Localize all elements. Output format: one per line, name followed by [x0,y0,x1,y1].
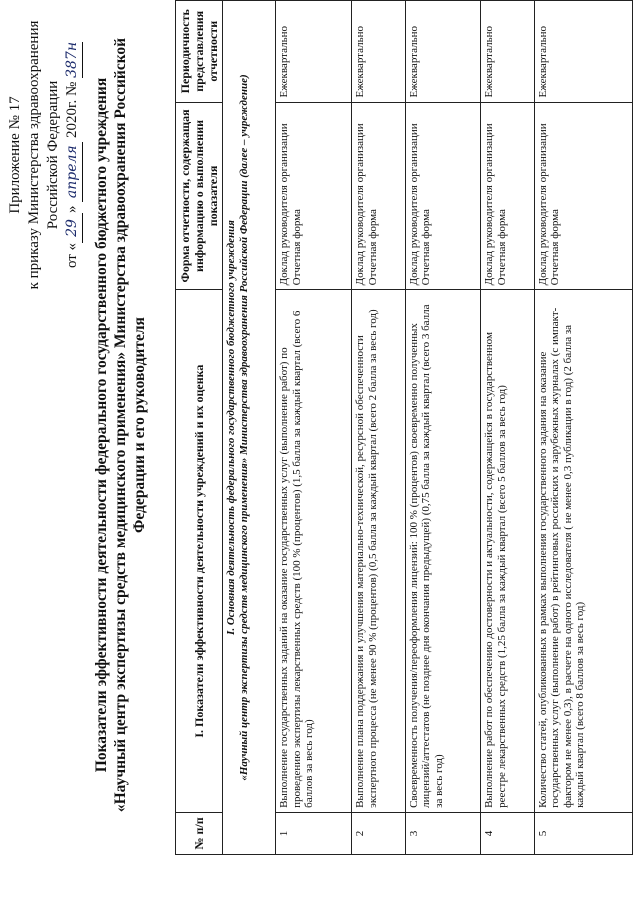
section-cell [223,1,276,855]
row-indicator: Выполнение работ по обеспечению достоверности и актуальности, содержащейся в государственном реестре лекарственных средств (1,25 балла за каждый квартал (всего 5 баллов за весь год) [481,290,534,813]
title-line-1: Показатели эффективности деятельности федерального государственного бюджетного учреждения [93,77,110,773]
date-month: апреля [63,142,83,202]
table-row [352,1,405,855]
table-row [405,1,481,855]
date-prefix: от « [64,242,80,269]
row-indicator: Выполнение плана поддержания и улучшения материально-технической, ресурсной обеспеченности экспертного процесса (не менее 90 % (процентов) (0,5 балла за каждый квартал (всего 2 балла за весь год) [352,290,405,813]
date-day: 29 [63,213,83,243]
appendix-title: Приложение № 17 [7,96,23,214]
table-row [481,1,534,855]
table-row [276,1,352,855]
row-indicator: Своевременность получения/переоформления лицензий: 100 % (процентов) своевременно полученных лицензий/аттестатов (не позднее дня окончания предыдущей) (0,75 балла за каждый квартал (всего 3 балла за весь год) [405,290,481,813]
appendix-date-line [63,5,83,305]
section-subtitle: «Научный центр экспертизы средств медицинского применения» Министерства здравоохранения Российской Федерации (далее – учреждение) [237,74,250,781]
title-line-2: «Научный центр экспертизы средств медицинского применения» Министерства здравоохранения Российской [112,37,129,813]
date-year-suffix: 20г. [64,99,80,123]
row-num: 4 [481,812,534,854]
number-prefix: № [64,81,80,96]
document-title [92,0,149,855]
row-report-form: Доклад руководителя организации Отчетная форма [481,102,534,290]
row-report-form: Доклад руководителя организации Отчетная форма [534,102,632,290]
row-indicator: Количество статей, опубликованных в рамках выполнения государственного задания на оказание государственных услуг (выполнение работ) в рейтинговых российских и зарубежных журналах (с импакт-фактором не менее 0,3), в расчете на одного исследователя ( не менее 0,3 публикации в год) (2 балла за каждый квартал (всего 8 баллов за весь год) [534,290,632,813]
row-periodicity: Ежеквартально [276,1,352,103]
row-num: 5 [534,812,632,854]
row-periodicity: Ежеквартально [481,1,534,103]
row-report-form: Доклад руководителя организации Отчетная форма [276,102,352,290]
row-periodicity: Ежеквартально [534,1,632,103]
header-report-form: Форма отчетности, содержащая информацию о выполнении показателя [176,102,223,290]
appendix-ministry-line: Российской Федерации [45,80,61,230]
date-mid: » [64,205,80,213]
section-row [223,1,276,855]
row-periodicity: Ежеквартально [352,1,405,103]
header-indicator: I. Показатели эффективности деятельности учреждений и их оценка [176,290,223,813]
header-num: № п/п [176,812,223,854]
row-num: 2 [352,812,405,854]
date-year-prefix: 20 [64,122,80,138]
row-num: 3 [405,812,481,854]
row-report-form: Доклад руководителя организации Отчетная форма [405,102,481,290]
table-row [534,1,632,855]
table-header-row [176,1,223,855]
title-line-3: Федерации и его руководителя [131,317,148,533]
row-periodicity: Ежеквартально [405,1,481,103]
appendix-block [6,5,83,305]
row-num: 1 [276,812,352,854]
row-indicator: Выполнение государственных заданий на оказание государственных услуг (выполнение работ) по проведению экспертизы лекарственных средств (100 % (процентов) (1,5 балла за каждый квартал (всего 6 баллов за весь год) [276,290,352,813]
appendix-order-line: к приказу Министерства здравоохранения [26,20,42,290]
header-periodicity: Периодичность представления отчетности [176,1,223,103]
order-number: 387н [63,42,83,78]
row-report-form: Доклад руководителя организации Отчетная форма [352,102,405,290]
section-title: I. Основная деятельность федерального государственного бюджетного учреждения [225,220,237,635]
indicators-table [175,0,633,855]
